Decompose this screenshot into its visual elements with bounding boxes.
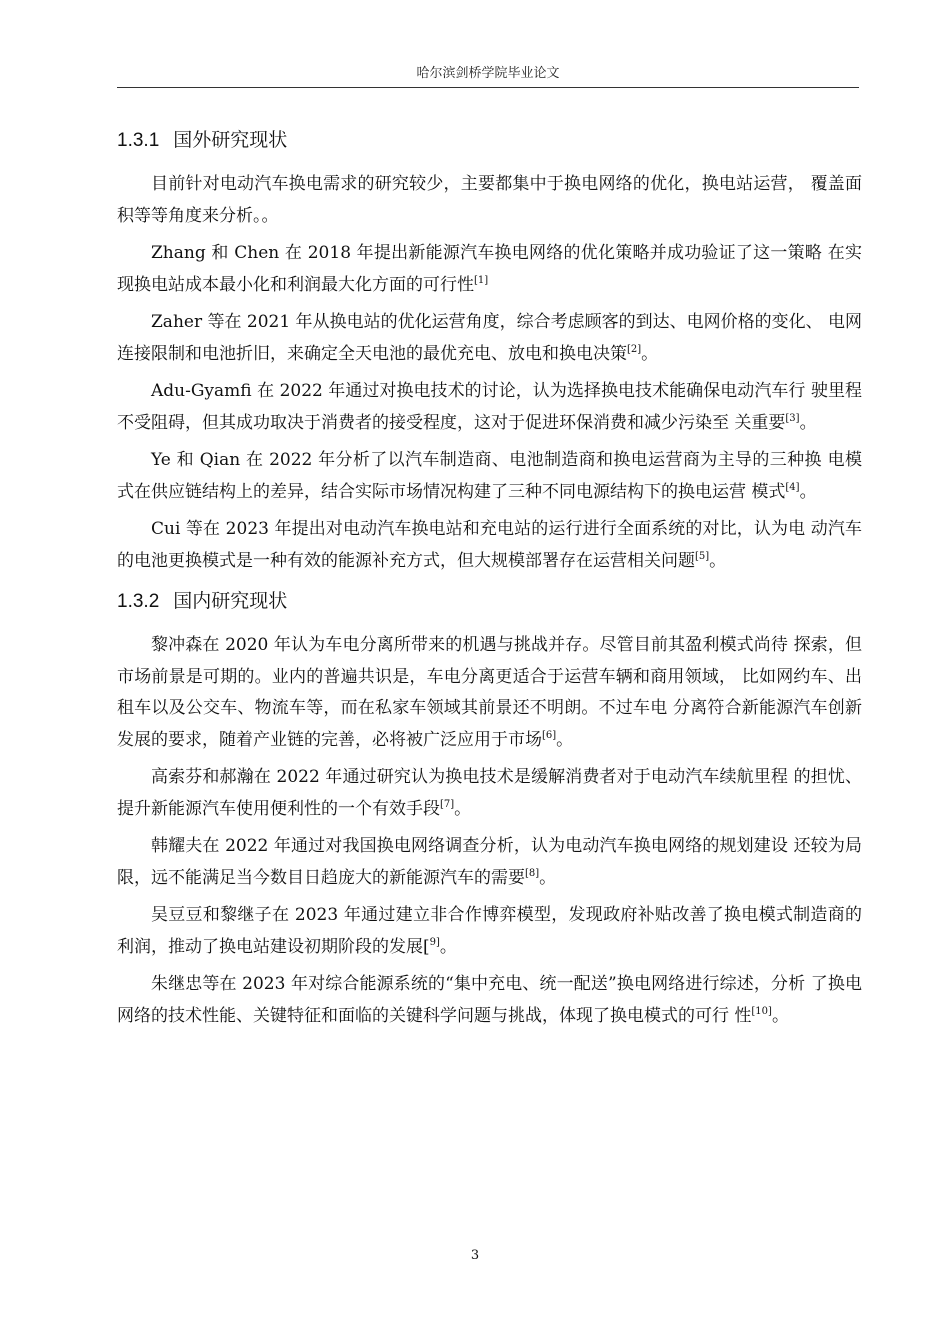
paragraph: Cui 等在 2023 年提出对电动汽车换电站和充电站的运行进行全面系统的对比，认为电 动汽车的电池更换模式是一种有效的能源补充方式，但大规模部署存在运营相关问题[5]。 [117, 519, 862, 571]
paragraph: Zhang 和 Chen 在 2018 年提出新能源汽车换电网络的优化策略并成功验证了这一策略 在实现换电站成本最小化和利润最大化方面的可行性[1] [117, 243, 862, 295]
paragraph: Zaher 等在 2021 年从换电站的优化运营角度，综合考虑顾客的到达、电网价格的变化、 电网连接限制和电池折旧，来确定全天电池的最优充电、放电和换电决策[2]。 [117, 312, 862, 364]
citation: [3] [785, 412, 800, 424]
citation: [5] [695, 550, 710, 562]
paragraph: Adu-Gyamfi 在 2022 年通过对换电技术的讨论，认为选择换电技术能确保电动汽车行 驶里程不受阻碍，但其成功取决于消费者的接受程度，这对于促进环保消费和减少污染至 关重要[3]。 [117, 381, 862, 433]
citation: [1] [474, 274, 489, 286]
citation: 9] [429, 936, 440, 948]
section-title: 国内研究现状 [173, 590, 288, 612]
paragraph: 韩耀夫在 2022 年通过对我国换电网络调查分析，认为电动汽车换电网络的规划建设 还较为局限，远不能满足当今数目日趋庞大的新能源汽车的需要[8]。 [117, 836, 862, 888]
citation: [10] [751, 1005, 772, 1017]
section-number: 1.3.2 [117, 591, 160, 612]
section-heading-domestic [117, 583, 862, 620]
section-title: 国外研究现状 [173, 129, 288, 151]
section-heading-foreign [117, 122, 862, 159]
running-header: 哈尔滨剑桥学院毕业论文 [416, 66, 560, 81]
paragraph: 朱继忠等在 2023 年对综合能源系统的“集中充电、统一配送”换电网络进行综述，分析 了换电网络的技术性能、关键特征和面临的关键科学问题与挑战，体现了换电模式的可行 性[10]。 [117, 974, 862, 1026]
paragraph: 目前针对电动汽车换电需求的研究较少，主要都集中于换电网络的优化，换电站运营， 覆盖面积等等角度来分析。。 [117, 174, 862, 226]
paragraph: 高索芬和郝瀚在 2022 年通过研究认为换电技术是缓解消费者对于电动汽车续航里程 的担忧、提升新能源汽车使用便利性的一个有效手段[7]。 [117, 767, 862, 819]
paragraph: 黎冲森在 2020 年认为车电分离所带来的机遇与挑战并存。尽管目前其盈利模式尚待 探索，但市场前景是可期的。业内的普遍共识是，车电分离更适合于运营车辆和商用领域， 比如网约车、出租车以及公交车、物流车等，而在私家车领域其前景还不明朗。不过车电 分离符合新能源汽车创新发展的要求，随着产业链的完善，必将被广泛应用于市场[6]。 [117, 635, 862, 750]
page-number: 3 [470, 1248, 480, 1263]
citation: [2] [627, 343, 642, 355]
citation: [8] [525, 867, 540, 879]
paragraph: 吴豆豆和黎继子在 2023 年通过建立非合作博弈模型，发现政府补贴改善了换电模式制造商的利润，推动了换电站建设初期阶段的发展[$^{9]}$。 [117, 905, 862, 957]
paragraph: Ye 和 Qian 在 2022 年分析了以汽车制造商、电池制造商和换电运营商为主导的三种换 电模式在供应链结构上的差异，结合实际市场情况构建了三种不同电源结构下的换电运营 模式[4]。 [117, 450, 862, 502]
citation: [7] [440, 798, 455, 810]
header-rule [117, 87, 859, 88]
citation: [6] [542, 729, 557, 741]
page-content [117, 122, 862, 1038]
section-number: 1.3.1 [117, 130, 160, 151]
citation: [4] [785, 481, 800, 493]
